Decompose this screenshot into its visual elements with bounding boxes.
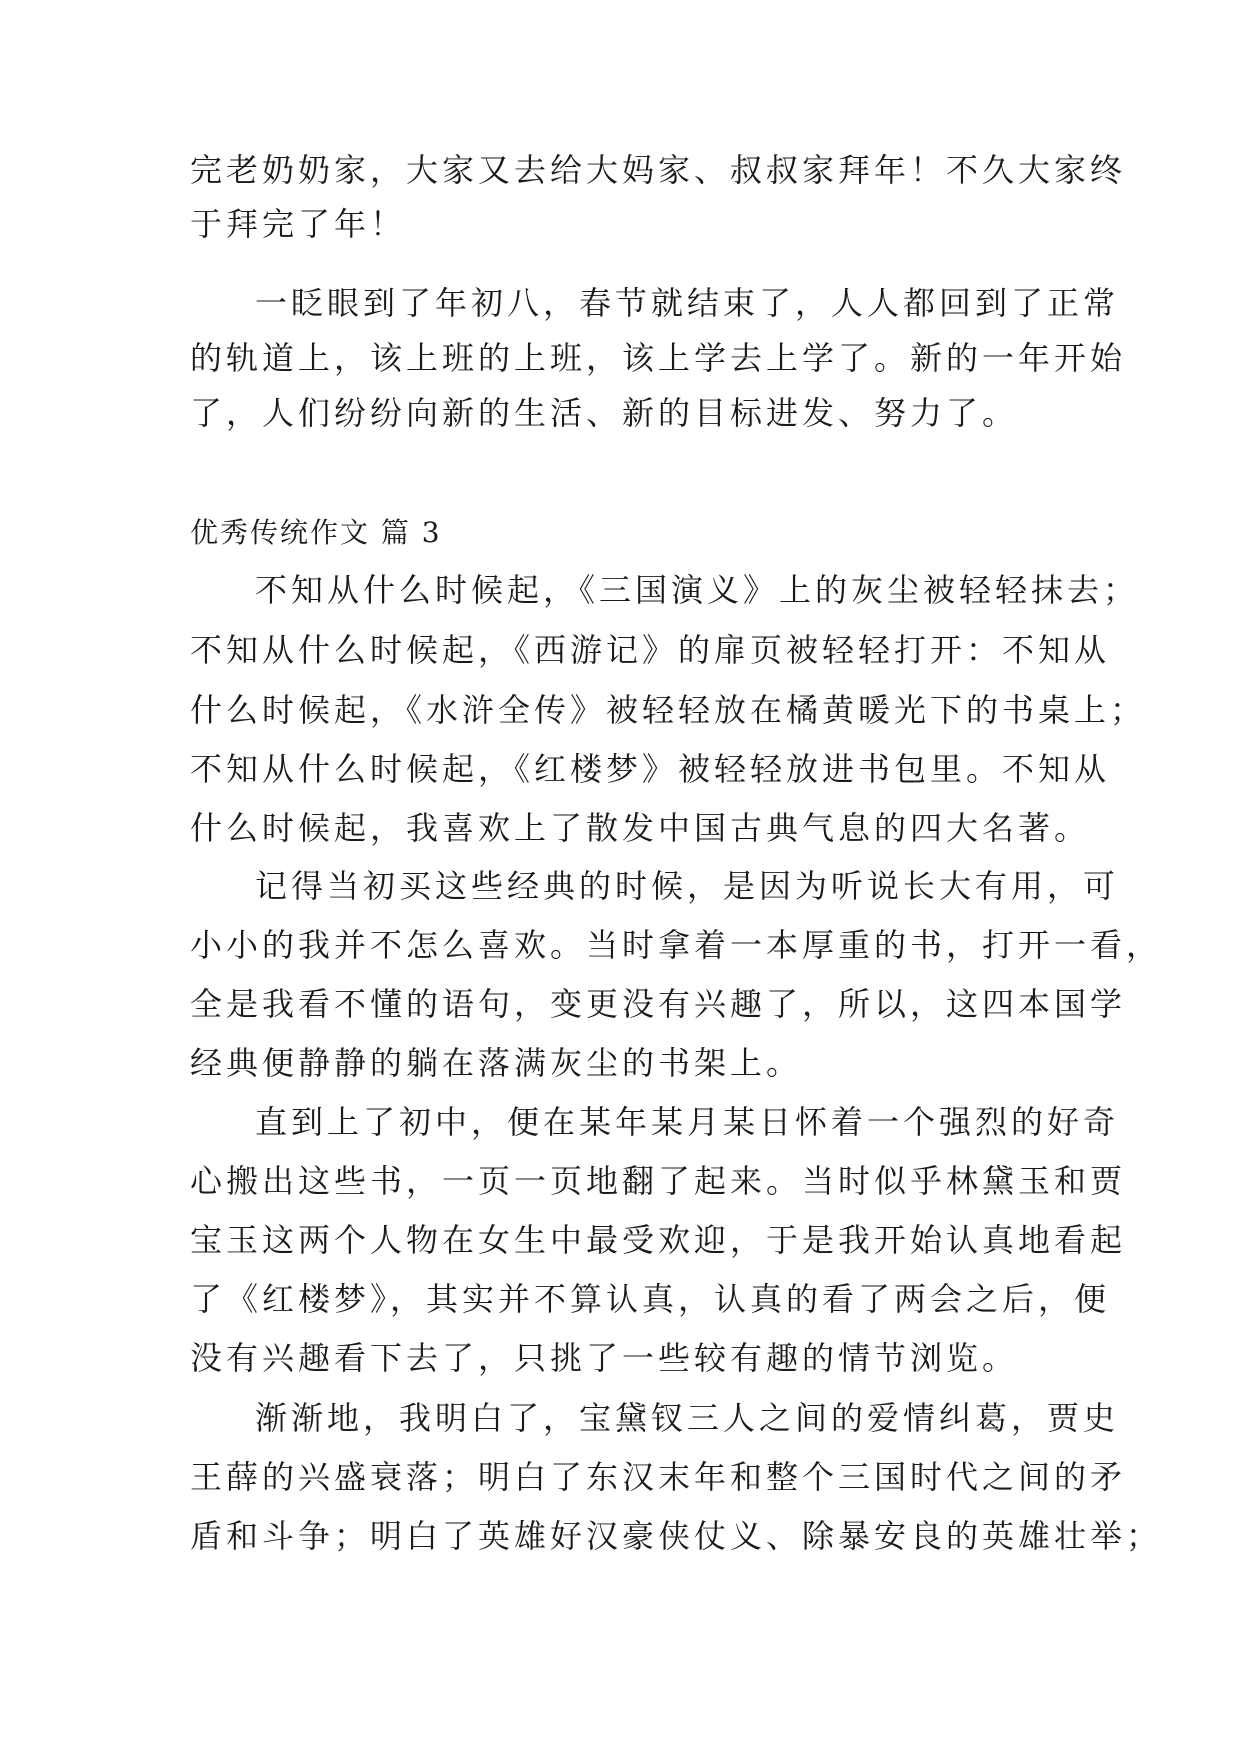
text-line: 全是我看不懂的语句，变更没有兴趣了，所以，这四本国学 [190, 985, 1127, 1023]
paragraph-first-line: 一眨眼到了年初八，春节就结束了，人人都回到了正常 [255, 284, 1120, 322]
paragraph-first-line: 记得当初买这些经典的时候，是因为听说长大有用，可 [255, 867, 1120, 905]
text-line: 经典便静静的躺在落满灰尘的书架上。 [190, 1044, 803, 1082]
text-line: 宝玉这两个人物在女生中最受欢迎，于是我开始认真地看起 [190, 1221, 1127, 1259]
text-line: 了《红楼梦》，其实并不算认真，认真的看了两会之后，便 [190, 1280, 1111, 1318]
text-line: 于拜完了年！ [190, 205, 407, 243]
text-line: 盾和斗争；明白了英雄好汉豪侠仗义、除暴安良的英雄壮举； [190, 1517, 1163, 1555]
paragraph-first-line: 直到上了初中，便在某年某月某日怀着一个强烈的好奇 [255, 1103, 1120, 1141]
text-line: 了，人们纷纷向新的生活、新的目标进发、努力了。 [190, 394, 1019, 432]
text-line: 什么时候起，我喜欢上了散发中国古典气息的四大名著。 [190, 809, 1091, 847]
paragraph-first-line: 渐渐地，我明白了，宝黛钗三人之间的爱情纠葛，贾史 [255, 1399, 1120, 1437]
text-line: 心搬出这些书，一页一页地翻了起来。当时似乎林黛玉和贾 [190, 1162, 1127, 1200]
section-heading: 优秀传统作文 篇 3 [190, 516, 442, 549]
paragraph-first-line: 不知从什么时候起，《三国演义》上的灰尘被轻轻抹去； [255, 571, 1140, 609]
text-line: 的轨道上，该上班的上班，该上学去上学了。新的一年开始 [190, 339, 1127, 377]
text-line: 什么时候起，《水浒全传》被轻轻放在橘黄暖光下的书桌上； [190, 691, 1147, 729]
text-line: 完老奶奶家，大家又去给大妈家、叔叔家拜年！不久大家终 [190, 151, 1127, 189]
text-line: 没有兴趣看下去了，只挑了一些较有趣的情节浏览。 [190, 1339, 1019, 1377]
text-line: 不知从什么时候起，《西游记》的扉页被轻轻打开：不知从 [190, 631, 1111, 669]
text-line: 王薛的兴盛衰落；明白了东汉末年和整个三国时代之间的矛 [190, 1458, 1127, 1496]
text-line: 小小的我并不怎么喜欢。当时拿着一本厚重的书，打开一看， [190, 926, 1163, 964]
text-line: 不知从什么时候起，《红楼梦》被轻轻放进书包里。不知从 [190, 750, 1111, 788]
